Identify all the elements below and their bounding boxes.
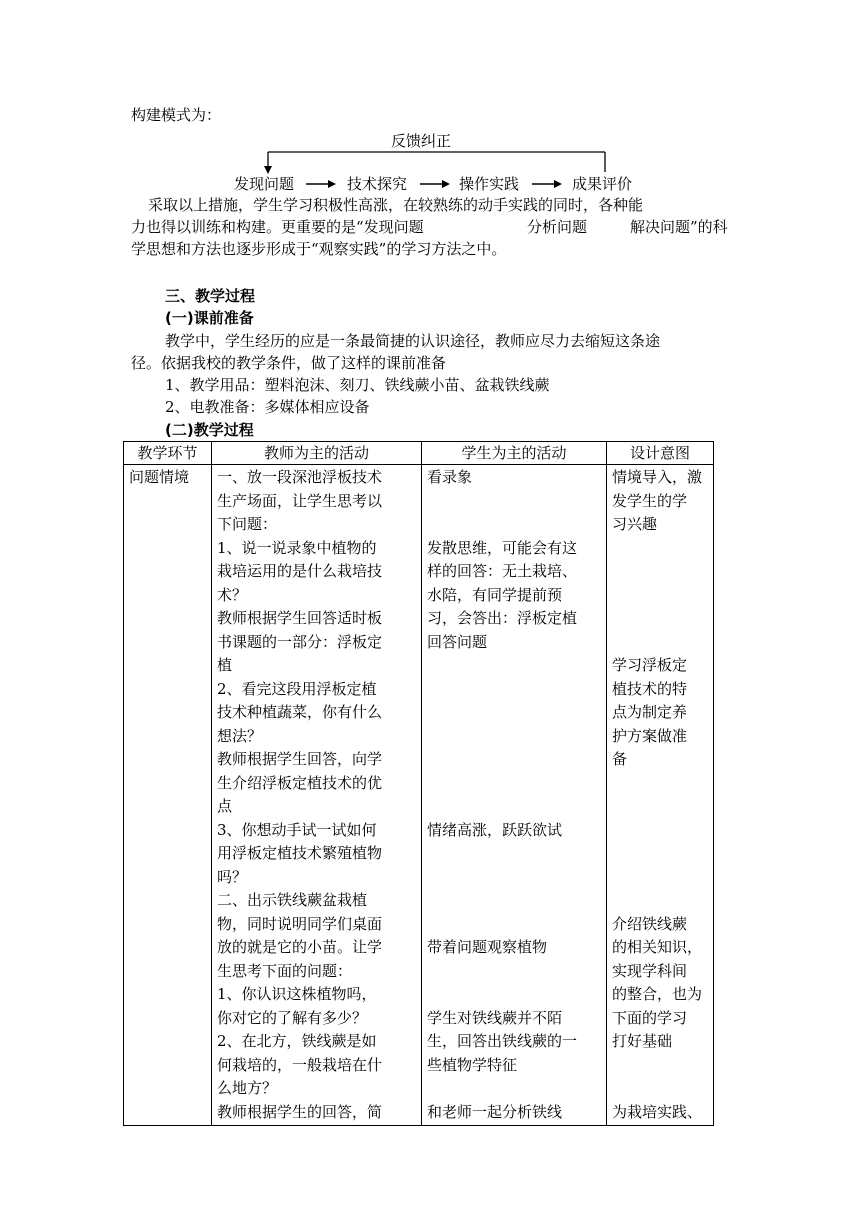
student-activity-line: 生，回答出铁线蕨的一 [427, 1032, 578, 1050]
header-design-intent: 设计意图 [607, 442, 714, 465]
step-arrowhead-2 [442, 180, 450, 188]
prep-para-line-2: 径。依据我校的教学条件，做了这样的课前准备 [131, 354, 447, 372]
paragraph-line-2a: 力也得以训练和构建。更重要的是“发现问题 [131, 218, 424, 236]
student-activity-line: 学生对铁线蕨并不陌 [427, 1008, 563, 1027]
design-intent-line: 备 [612, 750, 628, 768]
teacher-activity-line: 吗？ [217, 867, 248, 886]
stage-label: 问题情境 [129, 468, 190, 486]
student-activity-line: 回答问题 [427, 632, 488, 651]
teacher-activity-line: 生介绍浮板定植技术的优 [217, 773, 383, 792]
student-activity-line: 发散思维，可能会有这 [427, 538, 578, 557]
student-activity-line: 些植物学特征 [427, 1055, 518, 1074]
teacher-activity-line: 生产场面，让学生思考以 [217, 491, 383, 510]
student-activity-block [427, 936, 547, 960]
teacher-activity-line: 术？ [217, 585, 248, 604]
student-activity-block [427, 466, 472, 490]
step-explore-technique: 技术探究 [347, 175, 408, 193]
header-student-activity: 学生为主的活动 [422, 442, 607, 465]
design-intent-block [612, 654, 687, 772]
student-activity-block [427, 1101, 562, 1125]
student-activity-line: 水陪，有同学提前预 [427, 585, 563, 604]
teacher-activity-line: 二、出示铁线蕨盆栽植 [217, 891, 368, 909]
prep-item-1: 1、教学用品：塑料泡沫、刻刀、铁线蕨小苗、盆栽铁线蕨 [165, 376, 550, 394]
teacher-activity-line: 书课题的一部分：浮板定 [217, 632, 383, 651]
design-intent-block [612, 913, 702, 1054]
feedback-label: 反馈纠正 [391, 132, 452, 150]
step-find-problem: 发现问题 [234, 175, 295, 193]
student-activity-block [427, 537, 577, 655]
design-intent-line: 植技术的特 [612, 679, 688, 698]
teacher-activity-line: 放的就是它的小苗。让学 [217, 938, 383, 956]
design-intent-line: 学习浮板定 [612, 656, 688, 674]
step-arrowhead-3 [554, 180, 562, 188]
header-stage: 教学环节 [124, 442, 212, 465]
teacher-activity-line: 2、在北方，铁线蕨是如 [217, 1032, 377, 1050]
teacher-activity-line: 生思考下面的问题： [217, 961, 353, 980]
teaching-process-table [123, 441, 714, 1126]
paragraph-line-3: 学思想和方法也逐步形成于“观察实践”的学习方法之中。 [131, 240, 507, 258]
student-activity-line: 带着问题观察植物 [427, 938, 548, 956]
design-intent-line: 的相关知识， [612, 938, 703, 956]
cell-design-intent [607, 465, 714, 1126]
design-intent-block [612, 1101, 702, 1125]
teacher-activity-line: 教师根据学生回答适时板 [217, 609, 383, 627]
step-arrowhead-1 [328, 180, 336, 188]
paragraph-line-2b: 分析问题 [527, 218, 588, 236]
design-intent-line: 打好基础 [612, 1032, 673, 1050]
header-teacher-activity: 教师为主的活动 [212, 442, 422, 465]
subsection-heading-2: (二)教学过程 [165, 421, 254, 439]
teacher-activity-line: 1、说一说录象中植物的 [217, 538, 377, 557]
design-intent-line: 为栽培实践、 [612, 1102, 703, 1121]
design-intent-block [612, 466, 702, 537]
feedback-loop-diagram [0, 0, 860, 200]
model-label: 构建模式为： [131, 106, 222, 124]
design-intent-line: 习兴趣 [612, 515, 658, 533]
teacher-activity-line: 2、看完这段用浮板定植 [217, 679, 377, 698]
teacher-activity-line: 么地方？ [217, 1079, 278, 1097]
paragraph-line-2c: 解决问题”的科 [630, 218, 728, 236]
design-intent-line: 的整合，也为 [612, 985, 703, 1003]
teacher-activity-line: 物，同时说明同学们桌面 [217, 914, 383, 933]
student-activity-line: 情绪高涨，跃跃欲试 [427, 820, 563, 839]
prep-item-2: 2、电教准备：多媒体相应设备 [165, 398, 370, 416]
design-intent-line: 护方案做准 [612, 726, 688, 745]
teacher-activity-line: 下问题： [217, 515, 278, 533]
teacher-activity-line: 3、你想动手试一试如何 [217, 820, 377, 839]
cell-student-activity [422, 465, 607, 1126]
teacher-activity-line: 技术种植蔬菜，你有什么 [217, 703, 383, 721]
section-heading: 三、教学过程 [165, 287, 256, 305]
student-activity-line: 看录象 [427, 468, 473, 486]
student-activity-line: 和老师一起分析铁线 [427, 1102, 563, 1121]
table-row [124, 465, 714, 1126]
design-intent-line: 发学生的学 [612, 491, 688, 510]
subsection-heading-1: (一)课前准备 [165, 309, 254, 327]
design-intent-line: 情境导入，激 [612, 468, 703, 486]
step-practice: 操作实践 [459, 175, 520, 193]
student-activity-block [427, 1007, 577, 1078]
student-activity-line: 习，会答出：浮板定植 [427, 609, 578, 627]
cell-stage [124, 465, 212, 1126]
student-activity-line: 样的回答：无土栽培、 [427, 562, 578, 580]
feedback-arrowhead [264, 166, 272, 174]
teacher-activity-line: 教师根据学生回答，向学 [217, 750, 383, 768]
table-header-row [124, 442, 714, 465]
teacher-activity-line: 何栽培的，一般栽培在什 [217, 1055, 383, 1074]
design-intent-line: 介绍铁线蕨 [612, 914, 688, 933]
design-intent-line: 实现学科间 [612, 961, 688, 980]
teacher-activity-line: 你对它的了解有多少？ [217, 1008, 368, 1027]
teacher-activity-line: 用浮板定植技术繁殖植物 [217, 844, 383, 862]
teacher-activity-line: 栽培运用的是什么栽培技 [217, 562, 383, 580]
teacher-activity-line: 教师根据学生的回答，简 [217, 1102, 383, 1121]
prep-para-line-1: 教学中，学生经历的应是一条最简捷的认识途径，教师应尽力去缩短这条途 [165, 332, 661, 350]
cell-teacher-activity [212, 465, 422, 1126]
paragraph-line-1: 采取以上措施，学生学习积极性高涨，在较熟练的动手实践的同时，各种能 [148, 196, 644, 214]
teacher-activity-line: 想法？ [217, 726, 263, 745]
step-evaluate: 成果评价 [572, 175, 633, 193]
teacher-activity-line: 1、你认识这株植物吗， [217, 985, 377, 1003]
teacher-activity-line: 点 [217, 797, 233, 815]
teacher-activity-line: 一、放一段深池浮板技术 [217, 468, 383, 486]
design-intent-line: 点为制定养 [612, 703, 688, 721]
design-intent-line: 下面的学习 [612, 1008, 688, 1027]
student-activity-block [427, 819, 562, 843]
teacher-activity-line: 植 [217, 656, 233, 674]
